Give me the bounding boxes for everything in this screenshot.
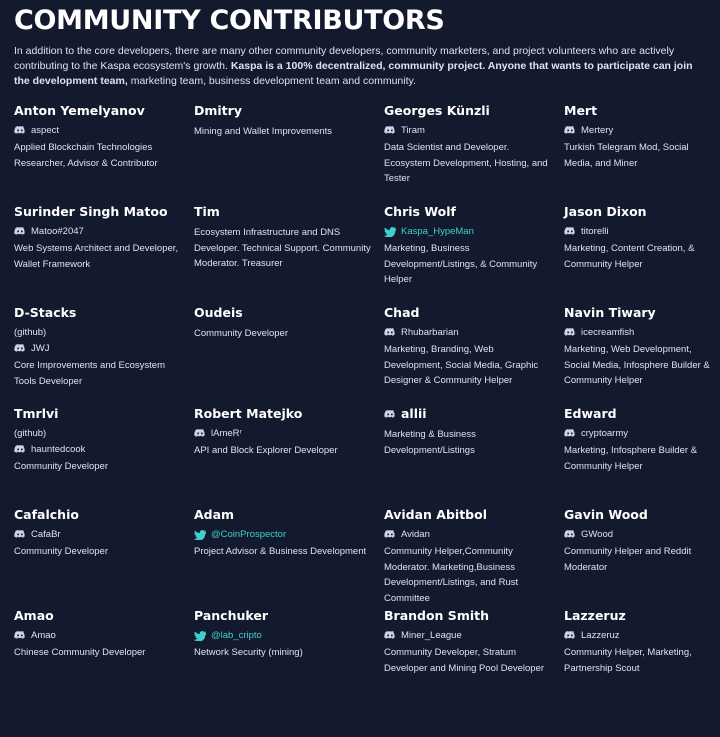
contributor-card — [384, 305, 564, 406]
handle-text: Rhubarbarian — [401, 327, 459, 338]
handle-text: hauntedcook — [31, 444, 86, 455]
discord-handle[interactable] — [14, 443, 182, 456]
discord-handle[interactable] — [384, 124, 552, 137]
contributor-name: Tim — [194, 204, 220, 219]
discord-handle[interactable] — [564, 528, 712, 541]
discord-handle[interactable] — [194, 427, 372, 440]
contributor-card — [564, 204, 720, 305]
discord-icon — [14, 124, 26, 137]
discord-icon — [384, 326, 396, 339]
contributor-card — [194, 406, 384, 507]
contributor-card — [384, 507, 564, 608]
page-title: COMMUNITY CONTRIBUTORS — [14, 5, 445, 36]
contributors-grid — [0, 103, 720, 709]
handle-text: Matoo#2047 — [31, 226, 84, 237]
contributor-role-description: Marketing, Content Creation, & Community Helper — [564, 243, 695, 270]
discord-handle[interactable] — [564, 629, 712, 642]
contributor-name: Chris Wolf — [384, 204, 456, 219]
contributor-name: Robert Matejko — [194, 406, 303, 421]
contributor-card — [14, 204, 194, 305]
contributor-name: Adam — [194, 507, 235, 522]
contributor-card — [564, 305, 720, 406]
contributor-card — [384, 608, 564, 709]
contributor-role-description: Marketing, Business Development/Listings, & Community Helper — [384, 243, 538, 285]
contributor-role-description: Community Helper and Reddit Moderator — [564, 546, 692, 573]
discord-icon — [564, 629, 576, 642]
contributor-name: Lazzeruz — [564, 608, 626, 623]
handle-text: Avidan — [401, 529, 430, 540]
contributor-role-description: Community Developer — [194, 328, 288, 339]
contributor-role-description: Marketing, Web Development, Social Media, Infosphere Builder & Community Helper — [564, 344, 710, 386]
contributor-card — [564, 103, 720, 204]
contributor-name: Jason Dixon — [564, 204, 647, 219]
handle-text: Tiram — [401, 125, 425, 136]
twitter-handle[interactable] — [194, 528, 372, 541]
handle-text: aspect — [31, 125, 59, 136]
handle-text: Kaspa_HypeMan — [401, 226, 474, 237]
contributor-card — [194, 204, 384, 305]
contributor-card — [564, 608, 720, 709]
intro-line-3: marketing team, business development team and community. — [130, 75, 416, 87]
twitter-icon — [194, 528, 206, 541]
intro-line-2a: the Kaspa ecosystem's growth. — [82, 60, 231, 72]
contributor-role-description: Project Advisor & Business Development — [194, 546, 367, 557]
contributor-role-description: Ecosystem Infrastructure and DNS Developer. Technical Support. Community Moderator. Treasurer — [194, 227, 371, 269]
contributor-name: Anton Yemelyanov — [14, 103, 145, 118]
contributor-name: Oudeis — [194, 305, 243, 320]
discord-icon — [384, 528, 396, 541]
handle-text: Mertery — [581, 125, 614, 136]
discord-icon — [384, 629, 396, 642]
discord-icon — [564, 225, 576, 238]
contributor-card — [194, 103, 384, 204]
twitter-handle[interactable] — [384, 225, 552, 238]
discord-icon — [14, 528, 26, 541]
contributor-source-label: (github) — [14, 428, 47, 439]
contributor-name: Amao — [14, 608, 54, 623]
contributor-card — [194, 305, 384, 406]
discord-handle[interactable] — [14, 629, 182, 642]
contributor-name: Tmrlvi — [14, 406, 59, 421]
discord-icon — [384, 124, 396, 137]
contributor-source-label: (github) — [14, 327, 47, 338]
discord-handle[interactable] — [384, 326, 552, 339]
contributor-name: D-Stacks — [14, 305, 77, 320]
intro-line-1: In addition to the core developers, there are many other community developers, community marketers, and project volunteers who are actively contributing to — [14, 45, 675, 72]
contributor-name-with-handle — [384, 406, 552, 422]
handle-text: Miner_League — [401, 630, 462, 641]
handle-text: @CoinProspector — [211, 529, 287, 540]
contributor-role-description: Web Systems Architect and Developer, Wallet Framework — [14, 243, 179, 270]
contributor-role-description: Community Developer — [14, 546, 108, 557]
contributor-role-description: Community Developer — [14, 461, 108, 472]
discord-icon — [564, 326, 576, 339]
contributor-name: Surinder Singh Matoo — [14, 204, 168, 219]
intro-paragraph — [0, 38, 720, 89]
discord-handle[interactable] — [564, 326, 712, 339]
contributor-role-description: Chinese Community Developer — [14, 647, 146, 658]
discord-handle[interactable] — [14, 528, 182, 541]
contributor-name: Edward — [564, 406, 617, 421]
discord-handle[interactable] — [384, 629, 552, 642]
contributor-card — [14, 305, 194, 406]
contributor-name: Cafalchio — [14, 507, 79, 522]
handle-text: GWood — [581, 529, 614, 540]
contributor-name: Georges Künzli — [384, 103, 490, 118]
contributor-role-description: Data Scientist and Developer. Ecosystem Development, Hosting, and Tester — [384, 142, 548, 184]
discord-handle[interactable] — [14, 225, 182, 238]
contributor-card — [14, 608, 194, 709]
contributor-name: Gavin Wood — [564, 507, 648, 522]
contributor-card — [14, 103, 194, 204]
contributor-name: allii — [401, 406, 427, 421]
handle-text: Amao — [31, 630, 56, 641]
contributor-name: Dmitry — [194, 103, 242, 118]
contributor-role-description: API and Block Explorer Developer — [194, 445, 338, 456]
handle-text: titorelli — [581, 226, 609, 237]
discord-icon — [14, 443, 26, 456]
discord-icon — [384, 408, 396, 421]
contributor-name: Avidan Abitbol — [384, 507, 487, 522]
contributor-card — [384, 103, 564, 204]
contributor-role-description: Core Improvements and Ecosystem Tools Developer — [14, 360, 166, 387]
handle-text: icecreamfish — [581, 327, 635, 338]
handle-text: cryptoarmy — [581, 428, 628, 439]
contributor-card — [14, 406, 194, 507]
discord-handle[interactable] — [564, 427, 712, 440]
contributor-role-description: Turkish Telegram Mod, Social Media, and Miner — [564, 142, 689, 169]
handle-text: CafaBr — [31, 529, 61, 540]
contributor-card — [384, 406, 564, 507]
discord-handle[interactable] — [384, 528, 552, 541]
contributor-role-description: Community Helper,Community Moderator. Marketing,Business Development/Listings, and Rust Committee — [384, 546, 519, 604]
handle-text: @lab_cripto — [211, 630, 262, 641]
twitter-handle[interactable] — [194, 629, 372, 642]
contributor-role-description: Marketing, Branding, Web Development, Social Media, Graphic Designer & Community Helper — [384, 344, 539, 386]
contributor-role-description: Network Security (mining) — [194, 647, 303, 658]
contributor-name: Mert — [564, 103, 598, 118]
discord-icon — [194, 427, 206, 440]
contributor-role-description: Marketing, Infosphere Builder & Community Helper — [564, 445, 698, 472]
contributor-name: Chad — [384, 305, 420, 320]
discord-handle[interactable] — [564, 124, 712, 137]
discord-icon — [564, 528, 576, 541]
contributor-card — [14, 507, 194, 608]
discord-icon — [14, 225, 26, 238]
contributor-role-description: Marketing & Business Development/Listings — [384, 429, 476, 456]
contributor-name: Navin Tiwary — [564, 305, 656, 320]
contributor-name: Brandon Smith — [384, 608, 489, 623]
discord-icon — [14, 342, 26, 355]
discord-handle[interactable] — [564, 225, 712, 238]
contributor-role-description: Mining and Wallet Improvements — [194, 126, 332, 137]
twitter-icon — [194, 629, 206, 642]
contributor-role-description: Community Developer, Stratum Developer and Mining Pool Developer — [384, 647, 545, 674]
contributor-role-description: Community Helper, Marketing, Partnership Scout — [564, 647, 692, 674]
contributor-card — [194, 608, 384, 709]
handle-text: lAmeRʳ — [211, 428, 242, 439]
handle-text: JWJ — [31, 343, 50, 354]
discord-handle[interactable] — [14, 342, 182, 355]
contributor-name: Panchuker — [194, 608, 268, 623]
discord-icon — [564, 427, 576, 440]
contributor-card — [564, 406, 720, 507]
handle-text: Lazzeruz — [581, 630, 620, 641]
contributor-role-description: Applied Blockchain Technologies Researcher, Advisor & Contributor — [14, 142, 158, 169]
twitter-icon — [384, 225, 396, 238]
discord-icon — [14, 629, 26, 642]
contributor-card — [564, 507, 720, 608]
discord-icon — [564, 124, 576, 137]
discord-handle[interactable] — [14, 124, 182, 137]
contributor-card — [194, 507, 384, 608]
contributor-card — [384, 204, 564, 305]
intro-line-2b: Kaspa is a 100% decentralized, community project. Anyone that wants to participate can join the development team, — [14, 60, 693, 87]
